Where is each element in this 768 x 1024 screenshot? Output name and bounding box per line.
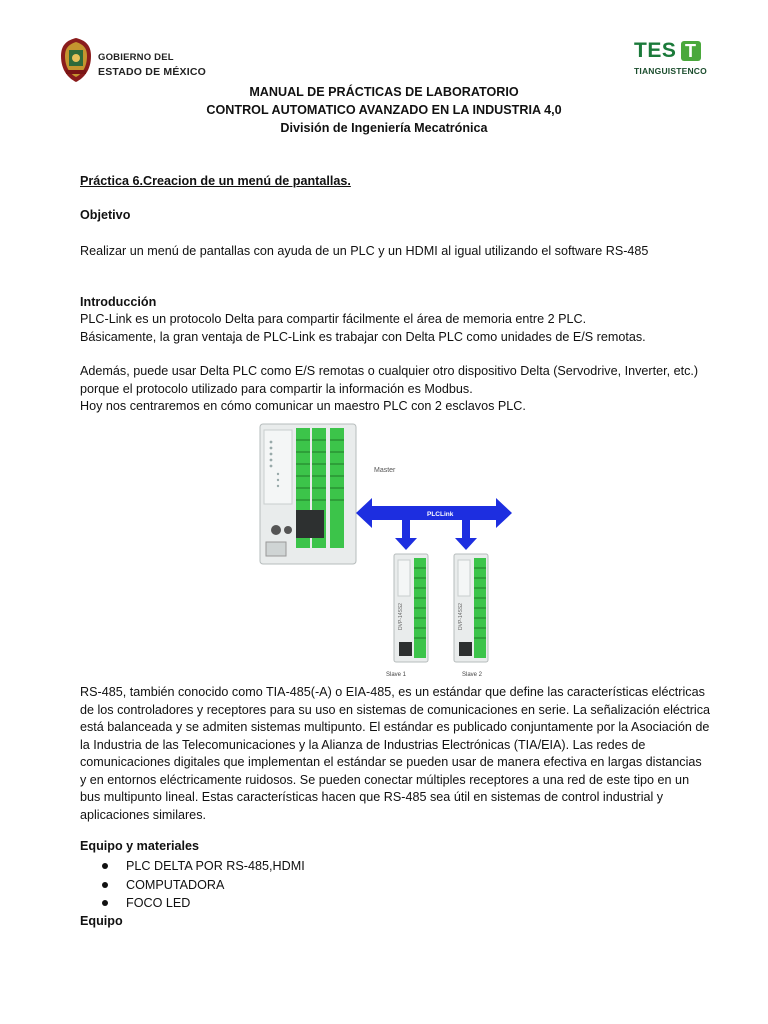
intro-line: Hoy nos centraremos en cómo comunicar un maestro PLC con 2 esclavos PLC. [80,399,526,413]
bullet-icon [102,882,108,888]
practice-title: Práctica 6.Creacion de un menú de pantallas. [80,174,351,188]
slave-2-plc-image [454,554,488,662]
course-title: CONTROL AUTOMATICO AVANZADO EN LA INDUSTRIA 4,0 [206,103,562,117]
plc-link-figure [256,420,516,680]
manual-title: MANUAL DE PRÁCTICAS DE LABORATORIO [249,85,519,99]
list-item [126,857,305,876]
rs485-line: y en entornos eléctricamente ruidosos. Se pueden conectar múltiples receptores a una red de este tipo en un [80,772,690,787]
bullet-icon [102,900,108,906]
gobierno-logo [58,36,218,88]
slave-1-label: Slave 1 [386,672,407,678]
division-title: División de Ingeniería Mecatrónica [280,121,488,135]
rs485-line: está balanceada y se admiten sistemas multipunto. El estándar es publicado conjuntamente por la Asociación de [80,720,710,734]
slave-2-model-text: DVP-14SS2 [458,603,464,630]
plc-link-label: PLCLink [427,511,454,518]
intro-paragraph-2 [80,363,698,416]
tes-logo-sub: TIANGUISTENCO [634,66,707,76]
rs485-line: aplicaciones similares. [80,807,206,822]
tes-logo-letter: T [685,41,696,61]
slave-1-plc-image [394,554,428,662]
rs485-paragraph [80,684,711,824]
equipment-footer-heading: Equipo [80,914,123,928]
intro-line: Además, puede usar Delta PLC como E/S remotas o cualquier otro dispositivo Delta (Servodrive, Inverter, etc.) [80,364,699,378]
list-item-text: COMPUTADORA [126,877,225,892]
rs485-line: de los controladores y receptores para su uso en sistemas de comunicaciones en serie. La señalización eléctrica [80,702,711,717]
tes-logo [634,40,714,78]
master-plc-image [260,424,356,564]
objective-text: Realizar un menú de pantallas con ayuda de un PLC y un HDMI al igual utilizando el software RS-485 [80,244,649,258]
list-item [126,876,305,895]
rs485-line: RS-485, también conocido como TIA-485(-A) o EIA-485, es un estándar que define las características eléctricas [80,685,705,699]
rs485-line: bus multipunto lineal. Estas características hacen que RS-485 sea útil en sistemas de control industrial y [80,790,664,804]
list-item-text: FOCO LED [126,896,191,910]
list-item-text: PLC DELTA POR RS-485,HDMI [126,859,305,873]
equipment-heading: Equipo y materiales [80,839,199,853]
slave-1-model-text: DVP-14SS2 [398,603,404,630]
bullet-icon [102,863,108,869]
intro-paragraph-1 [80,311,646,346]
gobierno-line2: ESTADO DE MÉXICO [98,66,207,78]
rs485-line: comunicaciones digitales que implementan el estándar se pueden usar de manera efectiva en largas distancias [80,755,702,769]
intro-line: Básicamente, la gran ventaja de PLC-Link es trabajar con Delta PLC como unidades de E/S remotas. [80,329,646,344]
intro-line: PLC-Link es un protocolo Delta para compartir fácilmente el área de memoria entre 2 PLC. [80,312,587,326]
state-seal-icon [58,36,94,84]
slave-2-label: Slave 2 [462,672,483,678]
objective-heading: Objetivo [80,208,131,222]
intro-line: porque el protocolo utilizado para compartir la información es Modbus. [80,381,473,396]
equipment-list [126,857,305,913]
tes-logo-badge [681,41,701,61]
tes-logo-word: TES [634,39,677,62]
plc-link-diagram [256,420,516,680]
list-item [126,894,305,913]
master-label: Master [374,467,396,474]
plc-link-arrow [356,498,512,550]
intro-heading: Introducción [80,295,157,309]
rs485-line: la Industria de las Telecomunicaciones y la Alianza de Industrias Electrónicas (TIA/EIA). Las redes de [80,737,646,752]
gobierno-line1: GOBIERNO DEL [98,52,174,63]
